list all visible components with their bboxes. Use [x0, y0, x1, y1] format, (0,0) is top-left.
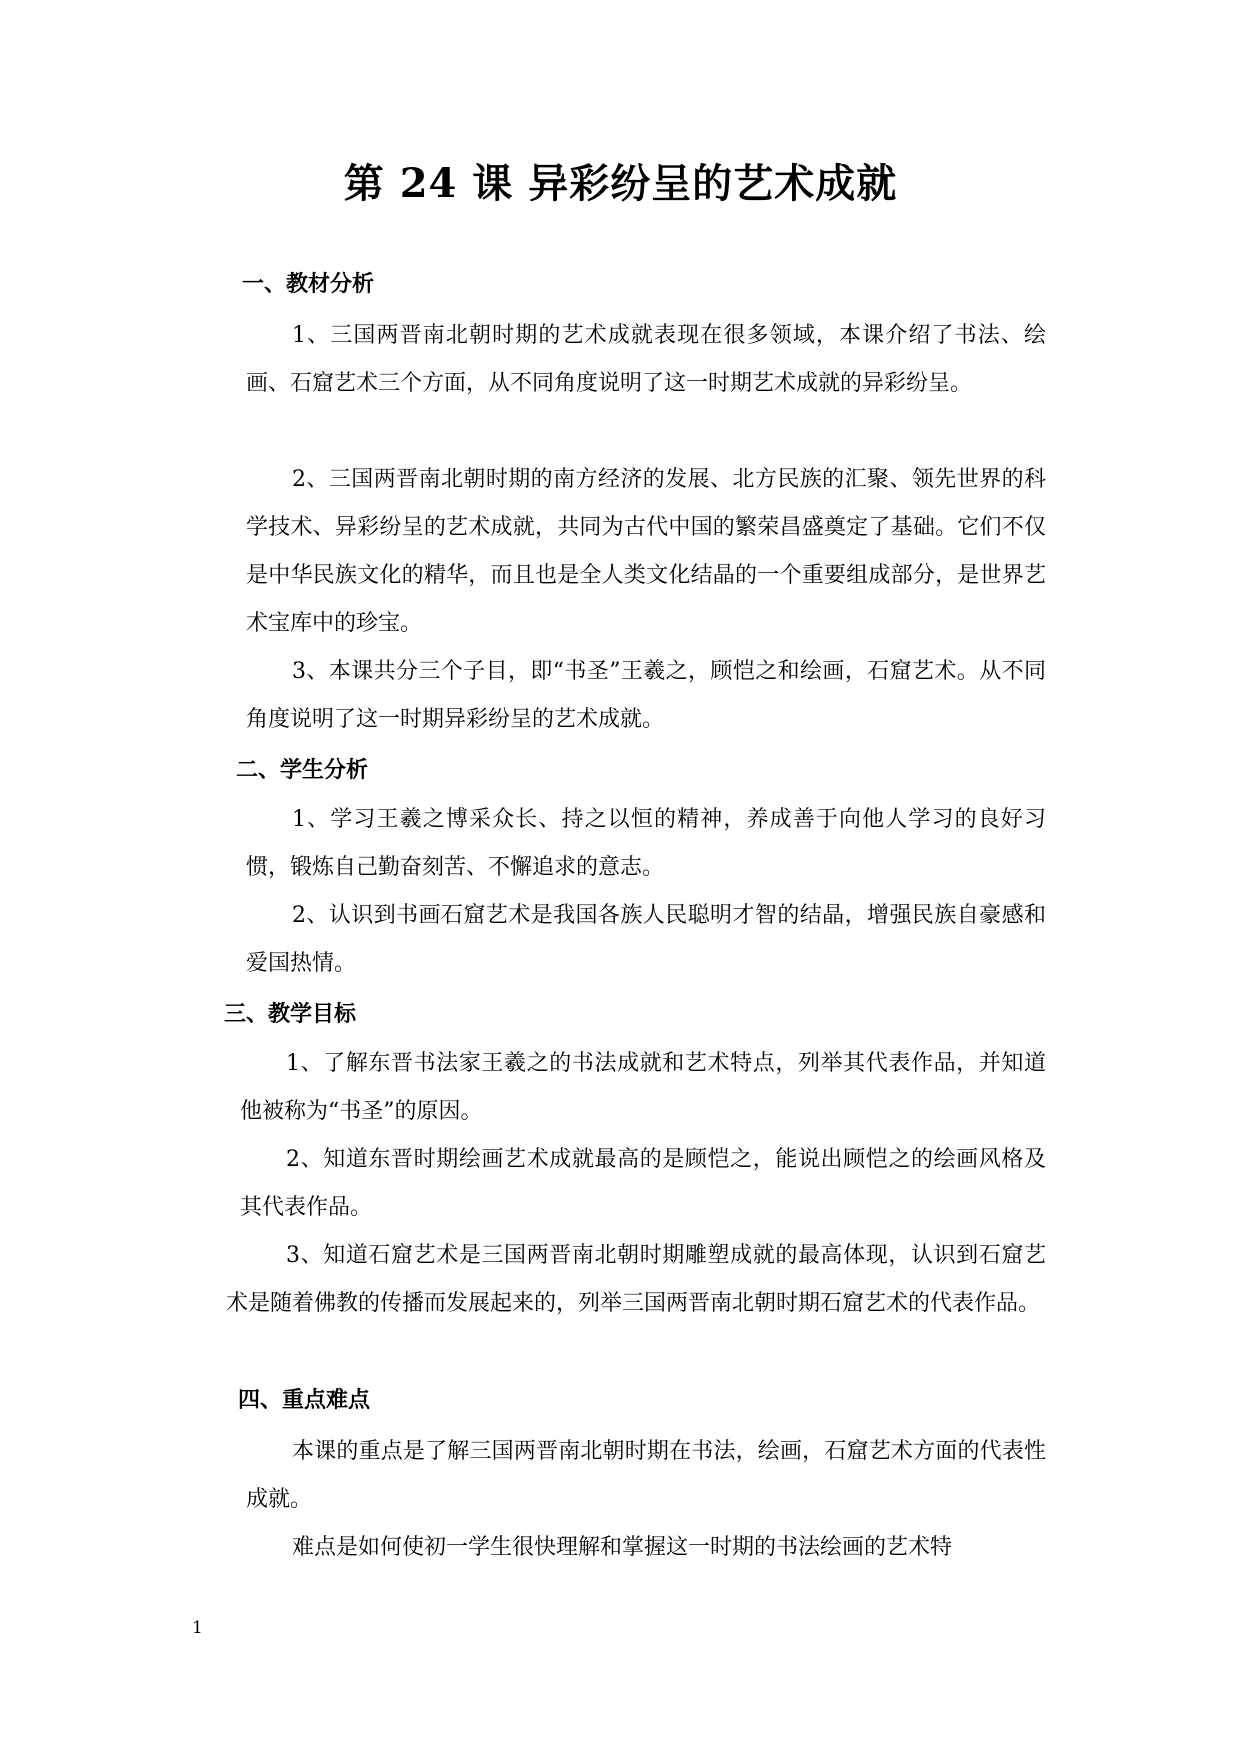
section-heading-key-difficult-points: 四、重点难点 — [238, 1388, 371, 1413]
section-heading-teaching-objectives: 三、教学目标 — [224, 1002, 357, 1027]
page-number: 1 — [192, 1618, 203, 1638]
page-title: 第 24 课 异彩纷呈的艺术成就 — [343, 160, 898, 207]
paragraph: 2、认识到书画石窟艺术是我国各族人民聪明才智的结晶，增强民族自豪感和爱国热情。 — [246, 903, 1046, 976]
paragraph: 3、知道石窟艺术是三国两晋南北朝时期雕塑成就的最高体现，认识到石窟艺术是随着佛教的传播而发展起来的，列举三国两晋南北朝时期石窟艺术的代表作品。 — [226, 1243, 1046, 1316]
paragraph: 本课的重点是了解三国两晋南北朝时期在书法，绘画，石窟艺术方面的代表性成就。 — [246, 1439, 1046, 1512]
paragraph: 难点是如何使初一学生很快理解和掌握这一时期的书法绘画的艺术特 — [292, 1535, 953, 1560]
paragraph: 1、三国两晋南北朝时期的艺术成就表现在很多领域，本课介绍了书法、绘画、石窟艺术三个方面，从不同角度说明了这一时期艺术成就的异彩纷呈。 — [246, 323, 1046, 396]
paragraph: 2、知道东晋时期绘画艺术成就最高的是顾恺之，能说出顾恺之的绘画风格及其代表作品。 — [240, 1147, 1046, 1220]
paragraph: 2、三国两晋南北朝时期的南方经济的发展、北方民族的汇聚、领先世界的科学技术、异彩纷呈的艺术成就，共同为古代中国的繁荣昌盛奠定了基础。它们不仅是中华民族文化的精华，而且也是全人类文化结晶的一个重要组成部分，是世界艺术宝库中的珍宝。 — [246, 467, 1046, 636]
paragraph: 1、学习王羲之博采众长、持之以恒的精神，养成善于向他人学习的良好习惯，锻炼自己勤奋刻苦、不懈追求的意志。 — [246, 807, 1046, 880]
section-heading-student-analysis: 二、学生分析 — [236, 758, 369, 783]
paragraph: 1、了解东晋书法家王羲之的书法成就和艺术特点，列举其代表作品，并知道他被称为“书圣”的原因。 — [240, 1051, 1046, 1124]
section-heading-textbook-analysis: 一、教材分析 — [242, 272, 375, 297]
paragraph: 3、本课共分三个子目，即“书圣”王羲之，顾恺之和绘画，石窟艺术。从不同角度说明了这一时期异彩纷呈的艺术成就。 — [246, 659, 1046, 732]
